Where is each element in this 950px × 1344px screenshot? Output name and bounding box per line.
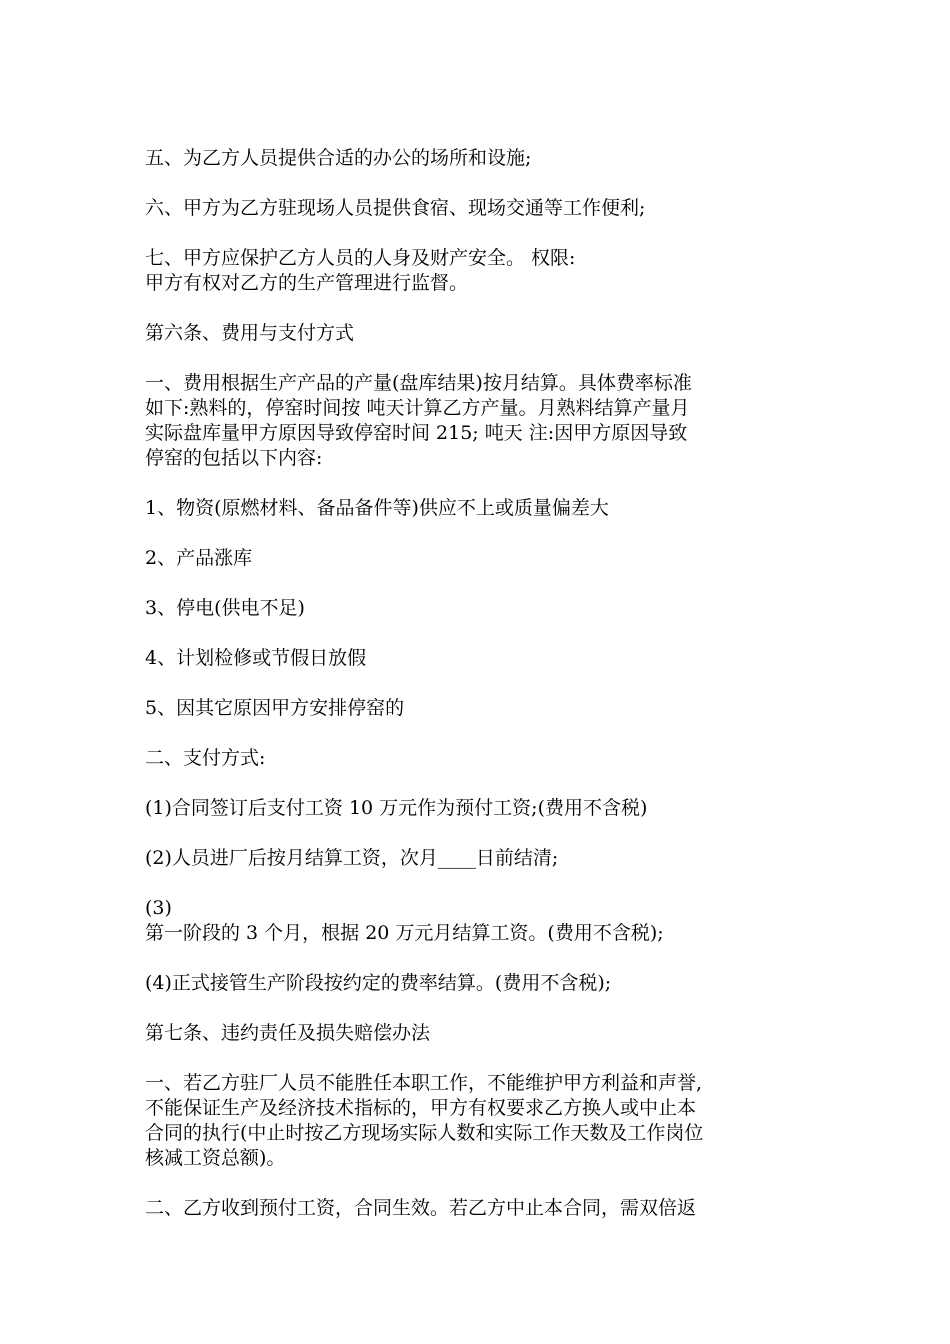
- document-paragraph: [145, 496, 835, 521]
- paragraph-line: 二、乙方收到预付工资，合同生效。若乙方中止本合同，需双倍返: [145, 1197, 697, 1219]
- document-paragraph: [145, 596, 835, 621]
- paragraph-line: 五、为乙方人员提供合适的办公的场所和设施;: [145, 147, 532, 169]
- paragraph-line: 第六条、费用与支付方式: [145, 322, 355, 344]
- paragraph-line: 如下:熟料的，停窑时间按 吨天计算乙方产量。月熟料结算产量月: [145, 397, 690, 419]
- document-paragraph: [145, 696, 835, 721]
- document-paragraph: [145, 846, 835, 871]
- paragraph-line: 4、计划检修或节假日放假: [145, 647, 367, 669]
- document-paragraph: [145, 246, 835, 296]
- document-paragraph: [145, 1071, 835, 1171]
- paragraph-line: 一、若乙方驻厂人员不能胜任本职工作，不能维护甲方利益和声誉,: [145, 1072, 703, 1094]
- paragraph-line: 5、因其它原因甲方安排停窑的: [145, 697, 405, 719]
- document-body: [145, 146, 835, 1246]
- paragraph-line: (2)人员进厂后按月结算工资，次月____日前结清;: [145, 847, 559, 869]
- document-paragraph: [145, 1021, 835, 1046]
- paragraph-line: 实际盘库量甲方原因导致停窑时间 215; 吨天 注:因甲方原因导致: [145, 422, 688, 444]
- paragraph-line: 2、产品涨库: [145, 547, 253, 569]
- paragraph-line: 3、停电(供电不足): [145, 597, 305, 619]
- paragraph-line: 二、支付方式:: [145, 747, 266, 769]
- paragraph-line: 甲方有权对乙方的生产管理进行监督。: [145, 272, 469, 294]
- paragraph-line: 六、甲方为乙方驻现场人员提供食宿、现场交通等工作便利;: [145, 197, 646, 219]
- paragraph-line: 核减工资总额)。: [145, 1147, 286, 1169]
- paragraph-line: 合同的执行(中止时按乙方现场实际人数和实际工作天数及工作岗位: [145, 1122, 704, 1144]
- document-paragraph: [145, 321, 835, 346]
- paragraph-line: 1、物资(原燃材料、备品备件等)供应不上或质量偏差大: [145, 497, 609, 519]
- paragraph-line: 七、甲方应保护乙方人员的人身及财产安全。 权限:: [145, 247, 576, 269]
- paragraph-line: 不能保证生产及经济技术指标的，甲方有权要求乙方换人或中止本: [145, 1097, 697, 1119]
- document-paragraph: [145, 146, 835, 171]
- document-paragraph: [145, 371, 835, 471]
- document-paragraph: [145, 646, 835, 671]
- document-paragraph: [145, 546, 835, 571]
- paragraph-line: 第七条、违约责任及损失赔偿办法: [145, 1022, 431, 1044]
- paragraph-line: 停窑的包括以下内容:: [145, 447, 323, 469]
- paragraph-line: (3): [145, 897, 172, 919]
- paragraph-line: 第一阶段的 3 个月，根据 20 万元月结算工资。(费用不含税);: [145, 922, 664, 944]
- document-paragraph: [145, 971, 835, 996]
- document-paragraph: [145, 796, 835, 821]
- paragraph-line: (4)正式接管生产阶段按约定的费率结算。(费用不含税);: [145, 972, 612, 994]
- document-paragraph: [145, 746, 835, 771]
- document-paragraph: [145, 896, 835, 946]
- document-paragraph: [145, 1196, 835, 1221]
- document-paragraph: [145, 196, 835, 221]
- paragraph-line: 一、费用根据生产产品的产量(盘库结果)按月结算。具体费率标准: [145, 372, 692, 394]
- paragraph-line: (1)合同签订后支付工资 10 万元作为预付工资;(费用不含税): [145, 797, 648, 819]
